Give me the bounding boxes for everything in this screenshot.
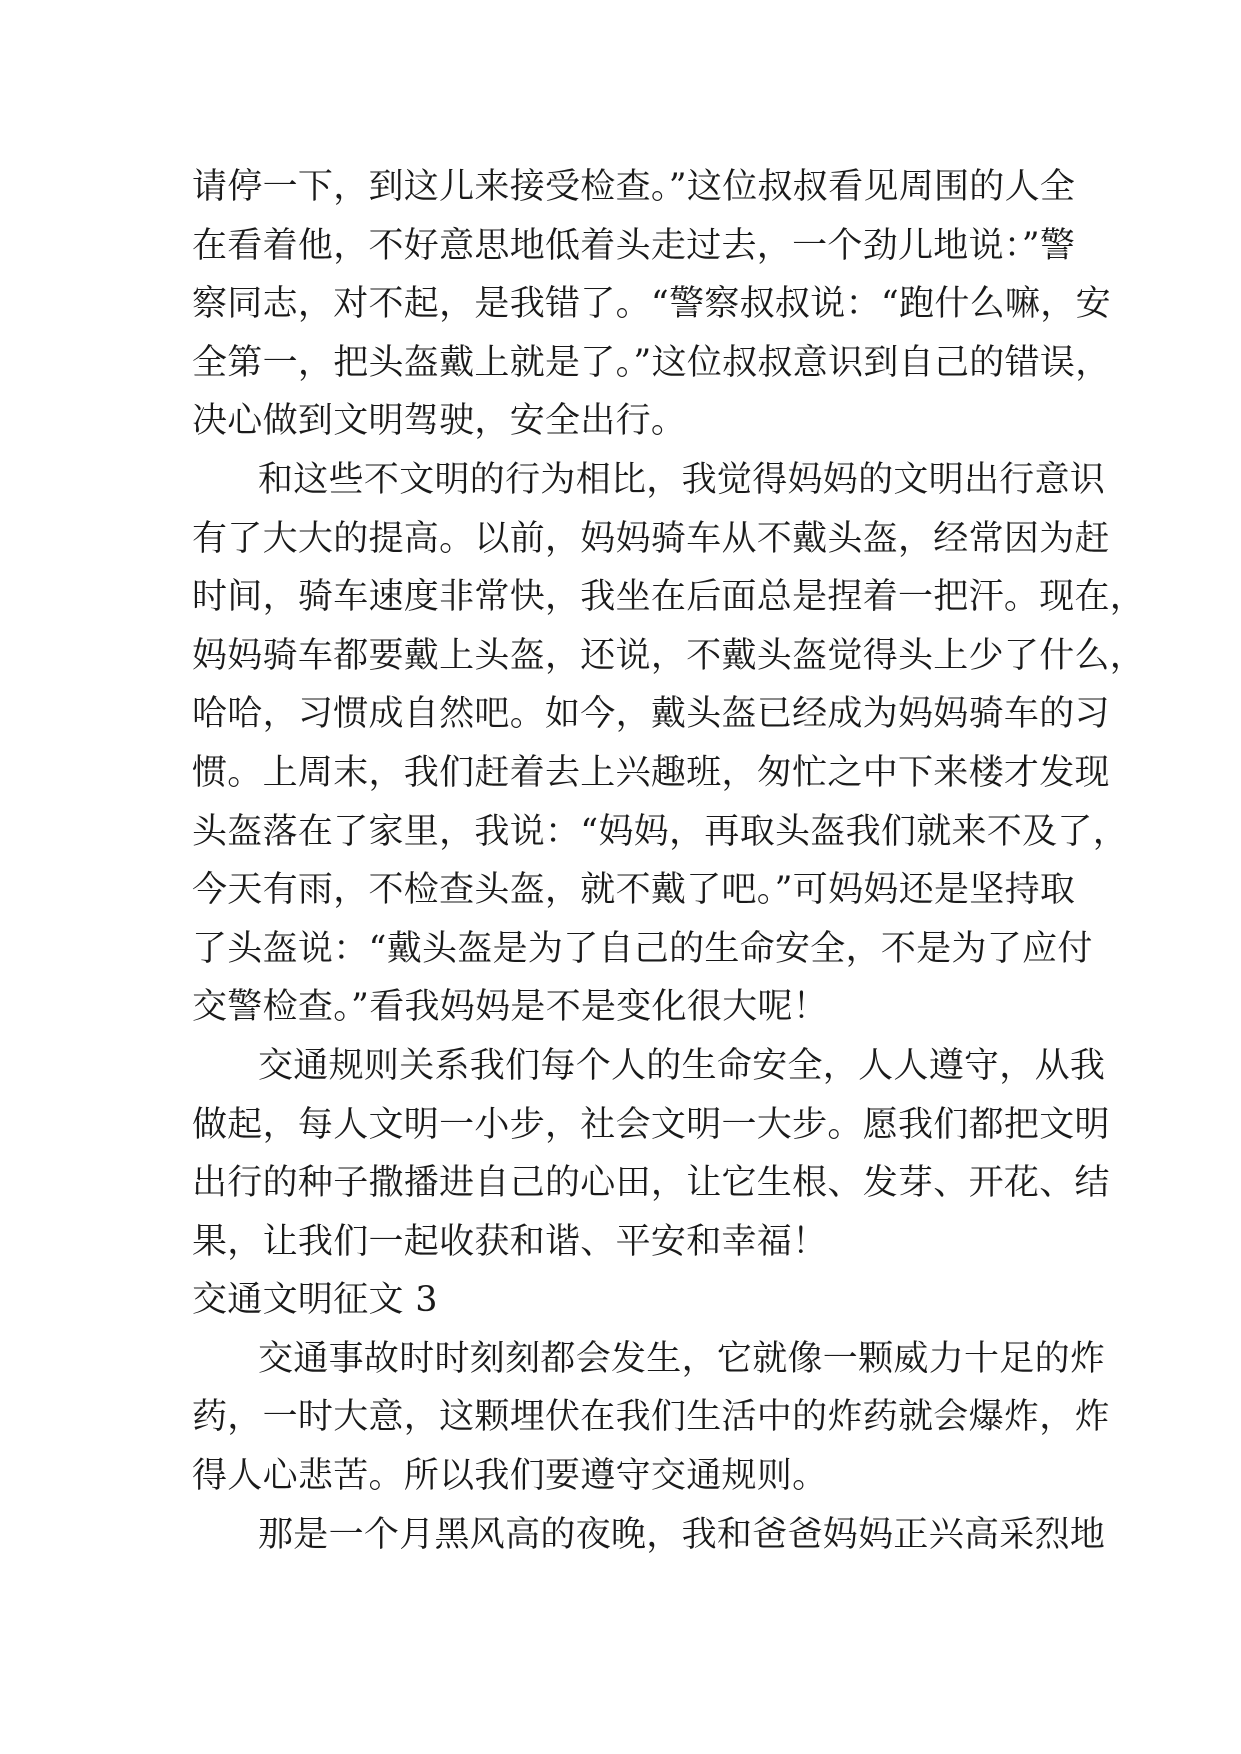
text-line: 全第一，把头盔戴上就是了。”这位叔叔意识到自己的错误， xyxy=(192,342,1111,383)
text-line: 药，一时大意，这颗埋伏在我们生活中的炸药就会爆炸，炸 xyxy=(192,1397,1110,1438)
paragraph xyxy=(192,451,1146,1037)
text-line: 果，让我们一起收获和谐、平安和幸福！ xyxy=(192,1221,828,1262)
text-line: 有了大大的提高。以前，妈妈骑车从不戴头盔，经常因为赶 xyxy=(192,518,1110,559)
paragraph xyxy=(192,1330,1110,1506)
text-line: 惯。上周末，我们赶着去上兴趣班，匆忙之中下来楼才发现 xyxy=(192,752,1110,793)
text-line: 请停一下，到这儿来接受检查。”这位叔叔看见周围的人全 xyxy=(192,167,1076,207)
document-body xyxy=(192,158,1146,1564)
text-line: 时间，骑车速度非常快，我坐在后面总是捏着一把汗。现在， xyxy=(192,577,1146,618)
text-line: 做起，每人文明一小步，社会文明一大步。愿我们都把文明 xyxy=(192,1104,1110,1145)
text-line: 今天有雨，不检查头盔，就不戴了吧。”可妈妈还是坚持取 xyxy=(192,870,1076,911)
text-line: 交通规则关系我们每个人的生命安全，人人遵守，从我 xyxy=(258,1045,1106,1086)
text-line: 在看着他，不好意思地低着头走过去，一个劲儿地说：”警 xyxy=(192,225,1076,266)
text-line: 哈哈，习惯成自然吧。如今，戴头盔已经成为妈妈骑车的习 xyxy=(192,694,1110,735)
paragraph xyxy=(192,158,1111,451)
text-line: 决心做到文明驾驶，安全出行。 xyxy=(192,401,687,442)
text-line: 出行的种子撒播进自己的心田，让它生根、发芽、开花、结 xyxy=(192,1163,1110,1204)
text-line: 交通事故时时刻刻都会发生，它就像一颗威力十足的炸 xyxy=(258,1338,1106,1379)
text-line: 得人心悲苦。所以我们要遵守交通规则。 xyxy=(192,1456,828,1497)
text-line: 交警检查。”看我妈妈是不是变化很大呢！ xyxy=(192,987,829,1028)
text-line: 察同志，对不起，是我错了。“警察叔叔说：“跑什么嘛，安 xyxy=(192,284,1111,325)
text-line: 妈妈骑车都要戴上头盔，还说，不戴头盔觉得头上少了什么， xyxy=(192,635,1146,676)
text-line: 了头盔说：“戴头盔是为了自己的生命安全，不是为了应付 xyxy=(192,928,1093,969)
text-line: 头盔落在了家里，我说：“妈妈，再取头盔我们就来不及了， xyxy=(192,811,1128,852)
paragraph xyxy=(192,1037,1110,1271)
text-line: 那是一个月黑风高的夜晚，我和爸爸妈妈正兴高采烈地 xyxy=(258,1514,1106,1555)
section-title: 交通文明征文 3 xyxy=(192,1280,438,1321)
paragraph xyxy=(192,1506,1106,1565)
text-line: 和这些不文明的行为相比，我觉得妈妈的文明出行意识 xyxy=(258,459,1106,500)
